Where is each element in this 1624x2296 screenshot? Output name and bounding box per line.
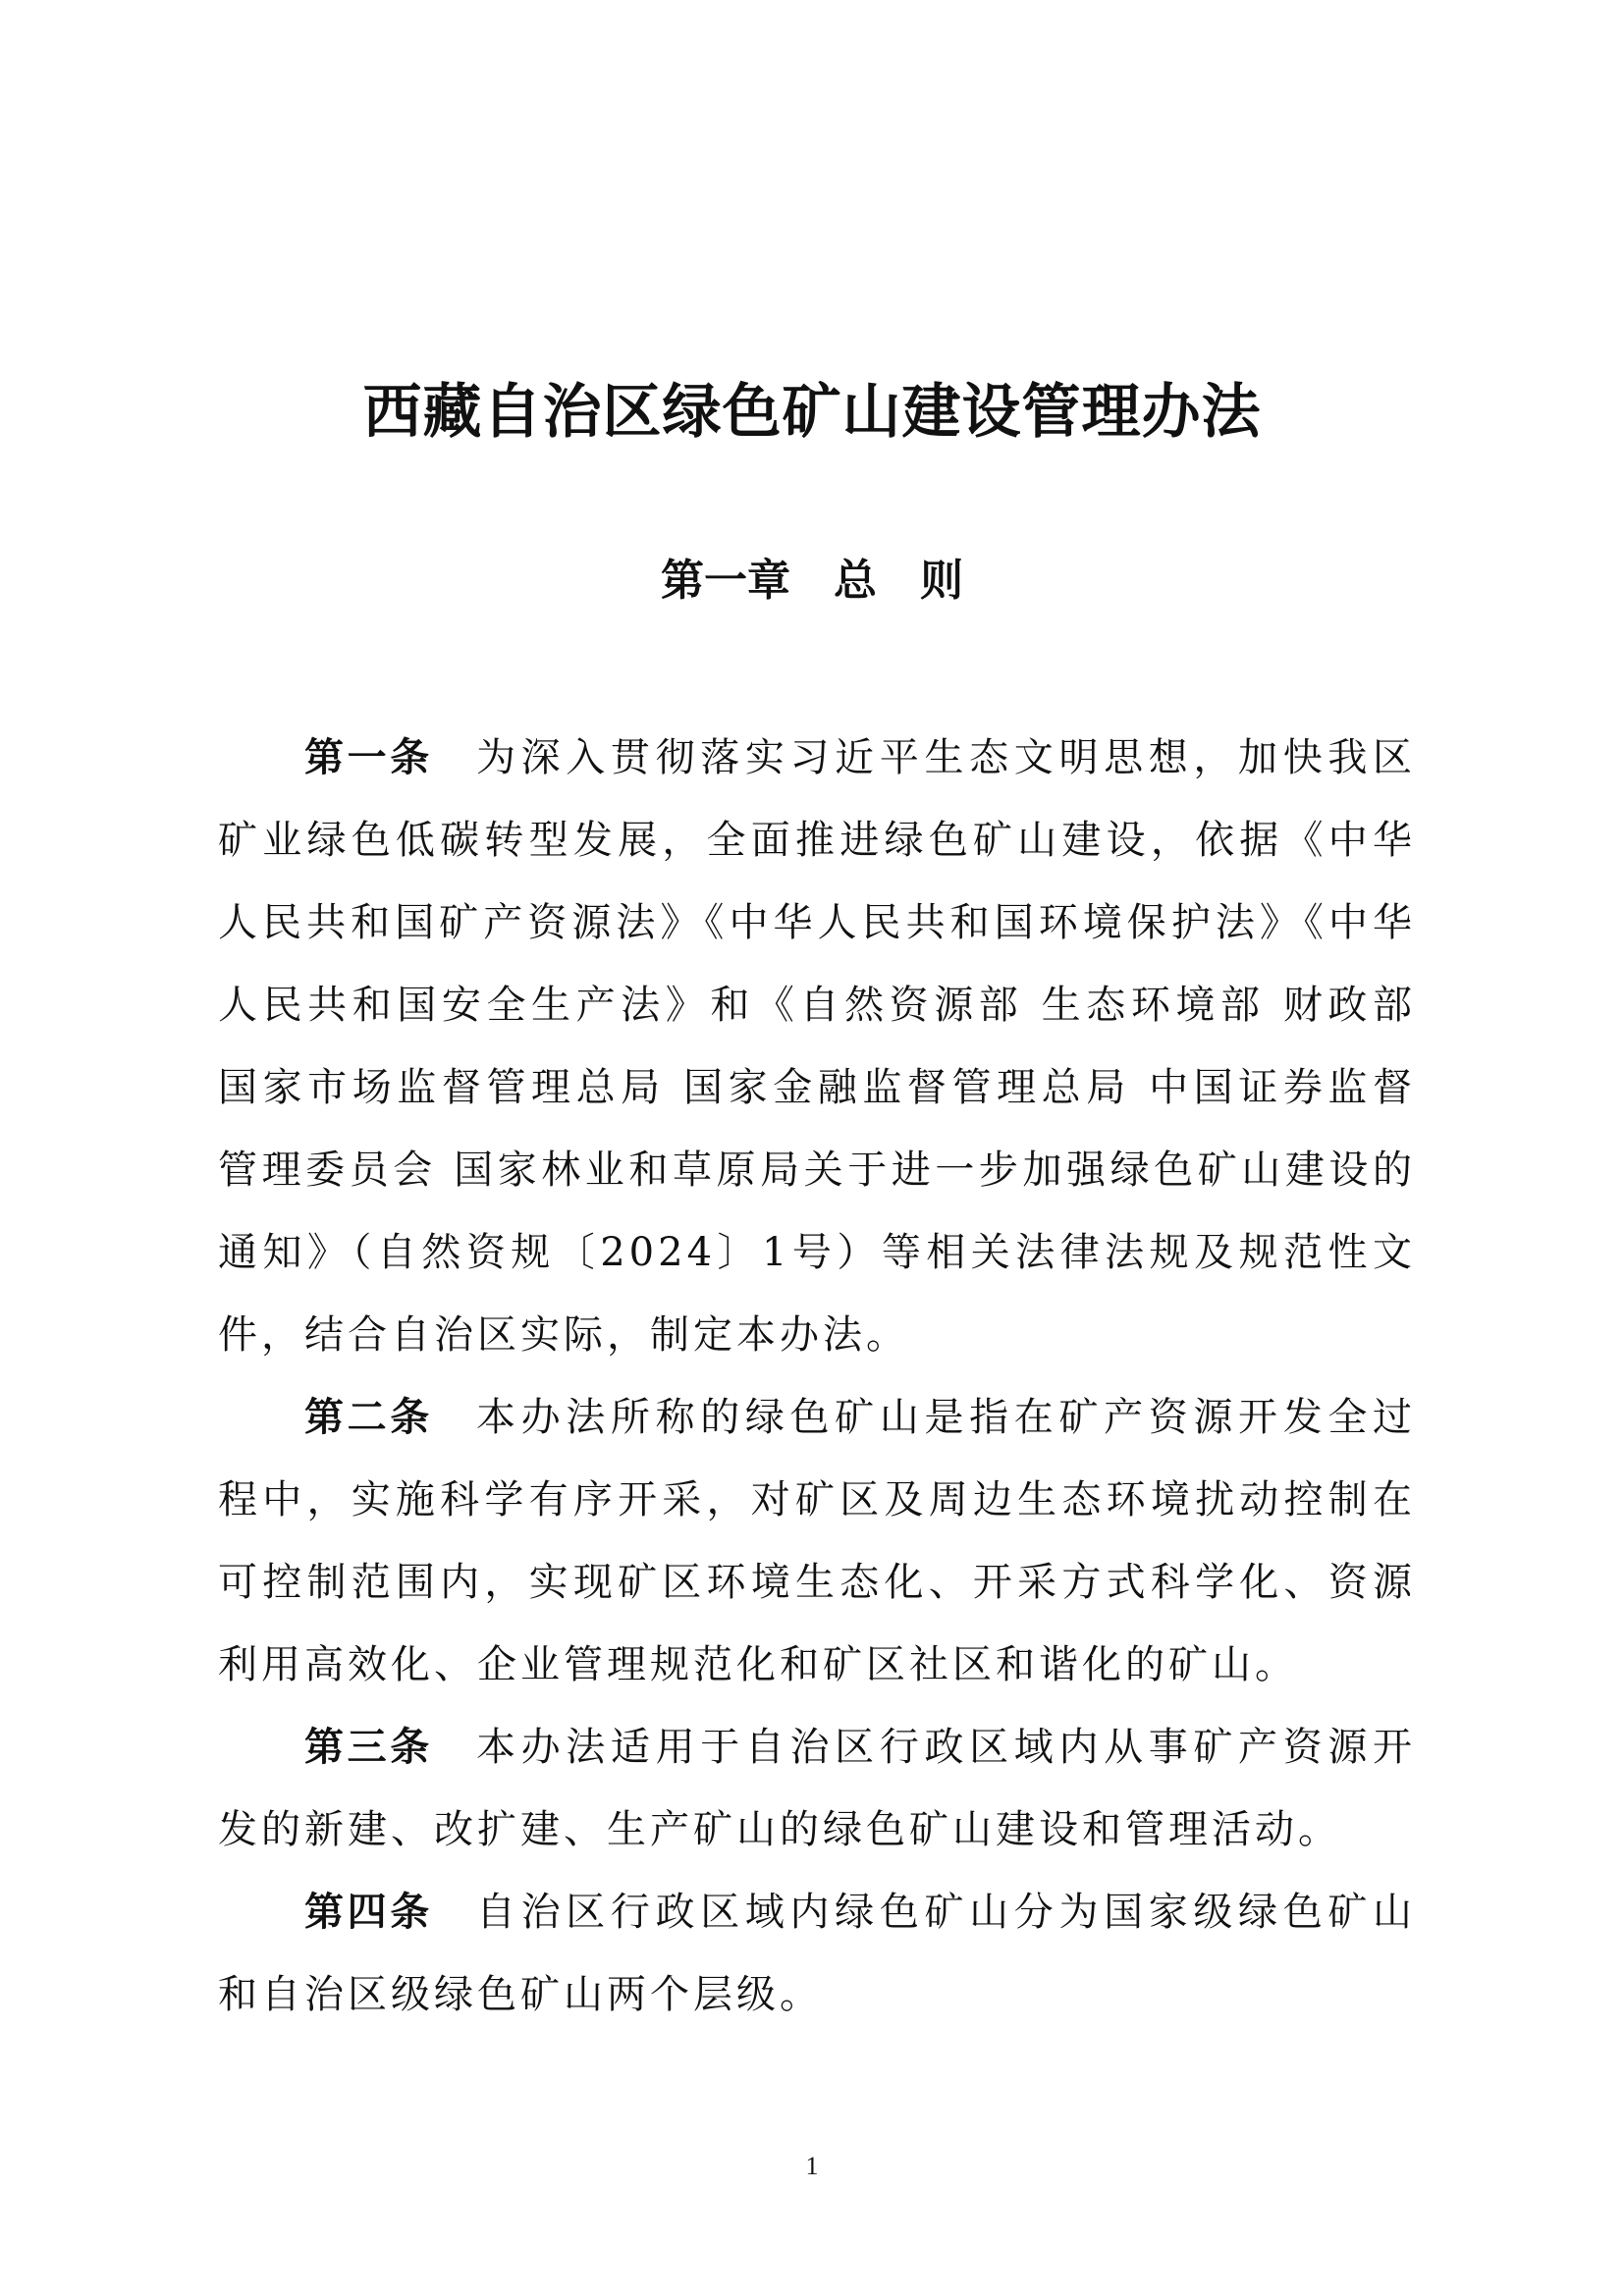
article-number: 第四条	[304, 1890, 433, 1935]
article-3	[218, 1706, 1416, 1871]
article-text: 为深入贯彻落实习近平生态文明思想，加快我区矿业绿色低碳转型发展，全面推进绿色矿山建设，依据《中华人民共和国矿产资源法》《中华人民共和国环境保护法》《中华人民共和国安全生产法》和《自然资源部 生态环境部 财政部 国家市场监督管理总局 国家金融监督管理总局 中国证券监督管理委员会 国家林业和草原局关于进一步加强绿色矿山建设的通知》（自然资规〔2024〕1号）等相关法律法规及规范性文件，结合自治区实际，制定本办法。	[218, 735, 1417, 1358]
article-number: 第一条	[304, 735, 433, 780]
chapter-title: 第一章 总 则	[661, 556, 963, 606]
article-text: 本办法适用于自治区行政区域内从事矿产资源开发的新建、改扩建、生产矿山的绿色矿山建设和管理活动。	[218, 1725, 1417, 1852]
document-title: 西藏自治区绿色矿山建设管理办法	[362, 378, 1262, 447]
article-number: 第三条	[304, 1725, 433, 1770]
article-text: 自治区行政区域内绿色矿山分为国家级绿色矿山和自治区级绿色矿山两个层级。	[218, 1890, 1417, 2017]
article-text: 本办法所称的绿色矿山是指在矿产资源开发全过程中，实施科学有序开采，对矿区及周边生态环境扰动控制在可控制范围内，实现矿区环境生态化、开采方式科学化、资源利用高效化、企业管理规范化和矿区社区和谐化的矿山。	[218, 1395, 1417, 1687]
article-2	[218, 1376, 1416, 1706]
document-body	[218, 717, 1416, 2036]
article-number: 第二条	[304, 1395, 433, 1440]
article-4	[218, 1871, 1416, 2036]
article-1	[218, 717, 1416, 1376]
page-number: 1	[805, 2152, 819, 2180]
